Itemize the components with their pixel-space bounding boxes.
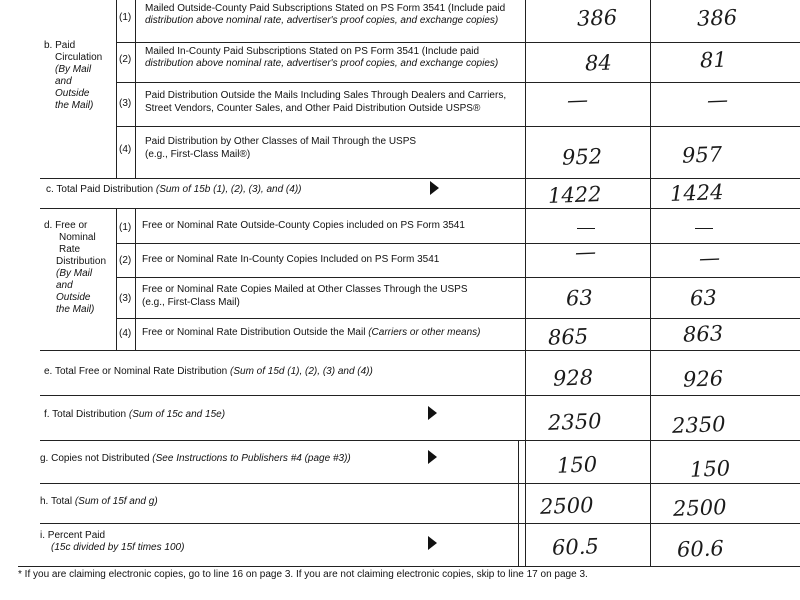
footnote: * If you are claiming electronic copies, go to line 16 on page 3. If you are not claiming electronic copies, skip to line 17 on page 3. bbox=[18, 569, 588, 580]
avg-copies-value: 386 bbox=[576, 5, 618, 31]
line-g-label bbox=[40, 453, 351, 465]
row-divider bbox=[116, 318, 800, 319]
avg-copies-value: 928 bbox=[552, 365, 594, 391]
section-d-title: d. Free or bbox=[44, 220, 88, 231]
avg-copies-value: — bbox=[574, 239, 597, 265]
single-issue-value: 926 bbox=[682, 366, 724, 392]
row-description: Paid Distribution Outside the Mails Including Sales Through Dealers and Carriers, bbox=[145, 90, 507, 101]
row-description: Paid Distribution by Other Classes of Mail Through the USPS bbox=[145, 136, 417, 147]
row-description-note: (Carriers or other means) bbox=[368, 327, 481, 338]
single-issue-value: 386 bbox=[696, 5, 738, 31]
section-b-sub-label: the Mail) bbox=[55, 100, 94, 111]
single-issue-column-divider bbox=[650, 0, 651, 566]
line-f-note: (Sum of 15c and 15e) bbox=[128, 409, 226, 420]
row-description: Mailed In-County Paid Subscriptions Stated on PS Form 3541 (Include paid bbox=[145, 46, 480, 57]
row-description: Street Vendors, Counter Sales, and Other Paid Distribution Outside USPS® bbox=[145, 103, 481, 114]
row-divider bbox=[116, 42, 800, 43]
section-d-sub-label: Outside bbox=[56, 292, 91, 303]
row-divider bbox=[40, 523, 800, 524]
avg-copies-value: — bbox=[566, 87, 589, 113]
section-b-sub-label: Outside bbox=[55, 88, 90, 99]
avg-copies-value: 2500 bbox=[539, 493, 594, 519]
row-number-column-divider bbox=[135, 208, 136, 350]
row-number: (1) bbox=[119, 12, 132, 23]
row-divider bbox=[40, 440, 800, 441]
line-g-note: (See Instructions to Publishers #4 (page #3)) bbox=[152, 453, 351, 464]
single-issue-value: 2350 bbox=[671, 412, 726, 438]
row-divider bbox=[40, 350, 800, 351]
line-c-note: (Sum of 15b (1), (2), (3), and (4)) bbox=[155, 184, 302, 195]
row-description-text: Free or Nominal Rate Distribution Outside the Mail bbox=[142, 327, 366, 338]
line-e-label bbox=[44, 366, 373, 378]
avg-copies-value: 1422 bbox=[547, 182, 602, 208]
section-d-sub-label: (By Mail bbox=[56, 268, 93, 279]
row-number: (2) bbox=[119, 255, 132, 266]
avg-copies-value: 60.5 bbox=[551, 534, 600, 560]
row-description bbox=[142, 327, 480, 339]
avg-copies-value: 63 bbox=[565, 285, 594, 311]
row-number-column-divider bbox=[116, 208, 117, 350]
line-f-title: f. Total Distribution bbox=[44, 409, 127, 420]
avg-copies-value: 2350 bbox=[547, 409, 602, 435]
row-divider bbox=[40, 483, 800, 484]
line-h-note: (Sum of 15f and g) bbox=[74, 496, 158, 507]
arrow-icon bbox=[428, 406, 437, 420]
single-issue-value: — bbox=[698, 245, 721, 271]
line-e-note: (Sum of 15d (1), (2), (3) and (4)) bbox=[230, 366, 373, 377]
row-divider bbox=[40, 208, 800, 209]
row-description: Free or Nominal Rate Copies Mailed at Other Classes Through the USPS bbox=[142, 284, 468, 295]
line-c-label bbox=[46, 184, 301, 196]
avg-copies-value: 865 bbox=[547, 324, 589, 350]
row-description: Free or Nominal Rate Outside-County Copies included on PS Form 3541 bbox=[142, 220, 465, 231]
avg-copies-value: 150 bbox=[556, 452, 598, 478]
section-d-sub-label: Distribution bbox=[56, 256, 107, 267]
single-issue-value: 81 bbox=[699, 47, 728, 73]
row-number: (3) bbox=[119, 98, 132, 109]
single-issue-value: 1424 bbox=[669, 180, 724, 206]
single-issue-value: — bbox=[706, 87, 729, 113]
single-issue-value: 63 bbox=[689, 285, 718, 311]
row-number-column-divider bbox=[116, 0, 117, 178]
single-issue-value: 863 bbox=[682, 321, 724, 347]
row-description: distribution above nominal rate, advertiser's proof copies, and exchange copies) bbox=[145, 15, 499, 26]
line-g-title: g. Copies not Distributed bbox=[40, 453, 150, 464]
section-b-sub-label: (By Mail bbox=[55, 64, 92, 75]
line-i-title: i. Percent Paid bbox=[40, 530, 106, 541]
row-number: (3) bbox=[119, 293, 132, 304]
row-number: (4) bbox=[119, 328, 132, 339]
row-number: (4) bbox=[119, 144, 132, 155]
row-number: (1) bbox=[119, 222, 132, 233]
line-i-note: (15c divided by 15f times 100) bbox=[51, 542, 185, 553]
section-d-sub-label: and bbox=[56, 280, 73, 291]
arrow-icon bbox=[428, 536, 437, 550]
single-issue-value: 957 bbox=[681, 142, 723, 168]
row-divider bbox=[116, 82, 800, 83]
row-description: Free or Nominal Rate In-County Copies Included on PS Form 3541 bbox=[142, 254, 440, 265]
avg-copies-value: 952 bbox=[561, 144, 603, 170]
avg-copies-column-divider bbox=[518, 440, 519, 566]
line-c-title: c. Total Paid Distribution bbox=[46, 184, 154, 195]
row-divider bbox=[116, 243, 800, 244]
avg-copies-dash bbox=[577, 228, 595, 229]
row-divider bbox=[40, 395, 800, 396]
line-h-title: h. Total bbox=[40, 496, 73, 507]
arrow-icon bbox=[430, 181, 439, 195]
arrow-icon bbox=[428, 450, 437, 464]
row-divider bbox=[116, 277, 800, 278]
line-f-label bbox=[44, 409, 225, 421]
section-d-sub-label: Rate bbox=[59, 244, 81, 255]
section-b-sub-label: and bbox=[55, 76, 72, 87]
section-b-title: b. Paid bbox=[44, 40, 76, 51]
single-issue-dash bbox=[695, 228, 713, 229]
table-bottom-border bbox=[18, 566, 800, 567]
avg-copies-column-divider bbox=[525, 0, 526, 566]
single-issue-value: 150 bbox=[689, 456, 731, 482]
single-issue-value: 60.6 bbox=[676, 536, 725, 562]
line-e-title: e. Total Free or Nominal Rate Distribution bbox=[44, 366, 228, 377]
section-d-sub-label: Nominal bbox=[59, 232, 96, 243]
row-number-column-divider bbox=[135, 0, 136, 178]
avg-copies-value: 84 bbox=[584, 50, 613, 76]
row-description: (e.g., First-Class Mail®) bbox=[145, 149, 251, 160]
row-description: (e.g., First-Class Mail) bbox=[142, 297, 240, 308]
line-h-label bbox=[40, 496, 158, 508]
single-issue-value: 2500 bbox=[672, 495, 727, 521]
section-b-sub-label: Circulation bbox=[55, 52, 103, 63]
row-divider bbox=[116, 126, 800, 127]
row-divider bbox=[40, 178, 800, 179]
row-description: Mailed Outside-County Paid Subscriptions Stated on PS Form 3541 (Include paid bbox=[145, 3, 506, 14]
row-number: (2) bbox=[119, 54, 132, 65]
row-description: distribution above nominal rate, advertiser's proof copies, and exchange copies) bbox=[145, 58, 499, 69]
section-d-sub-label: the Mail) bbox=[56, 304, 95, 315]
